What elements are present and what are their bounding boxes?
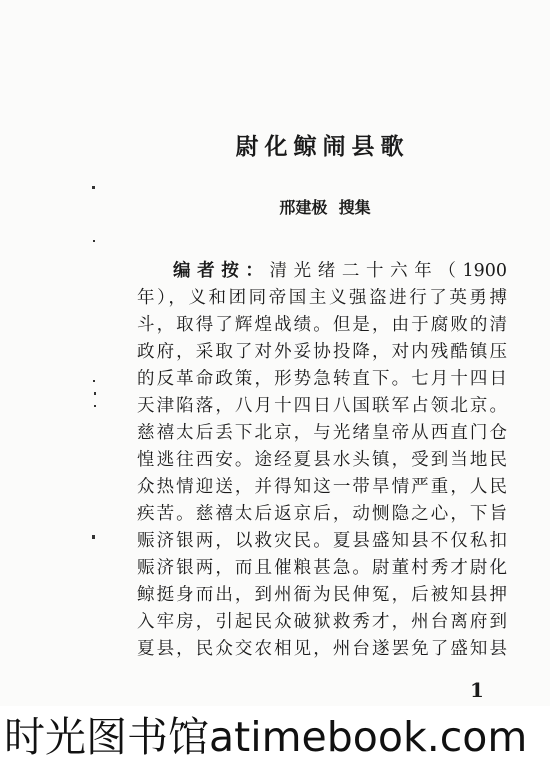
- watermark-banner: 时光图书馆atimebook.com: [0, 706, 550, 768]
- note-line: 夏县，民众交农相见，州台遂罢免了盛知县: [137, 639, 507, 659]
- note-line: 的反革命政策，形势急转直下。七月十四日: [137, 369, 507, 389]
- note-line: 赈济银两，以救灾民。夏县盛知县不仅私扣: [137, 531, 507, 551]
- scan-speck: [93, 380, 95, 382]
- document-author: 邢建极 搜集: [279, 198, 371, 217]
- note-line: [137, 258, 507, 285]
- scan-speck: [92, 186, 95, 189]
- scan-speck: [93, 240, 95, 242]
- note-line: 疾苦。慈禧太后返京后，动恻隐之心，下旨: [137, 504, 507, 524]
- note-line: 惶逃往西安。途经夏县水头镇，受到当地民: [137, 450, 507, 470]
- scan-speck: [92, 535, 95, 539]
- editor-note: [137, 258, 507, 663]
- note-line: 赈济银两，而且催粮甚急。尉董村秀才尉化: [137, 558, 507, 578]
- scan-speck: [94, 405, 96, 407]
- note-line-text: 清光绪二十六年（1900: [269, 261, 507, 281]
- document-title: 尉化鲸闹县歌: [235, 133, 410, 160]
- note-line: 入牢房，引起民众破狱救秀才，州台离府到: [137, 612, 507, 632]
- scan-speck: [94, 392, 96, 395]
- note-line: 年），义和团同帝国主义强盗进行了英勇搏: [137, 288, 507, 308]
- note-line: 天津陷落，八月十四日八国联军占领北京。: [137, 396, 507, 416]
- page-number: 1: [470, 678, 484, 702]
- note-line: 众热情迎送，并得知这一带旱情严重，人民: [137, 477, 507, 497]
- note-line: 鲸挺身而出，到州衙为民伸冤，后被知县押: [137, 585, 507, 605]
- note-line: 斗，取得了辉煌战绩。但是，由于腐败的清: [137, 315, 507, 335]
- note-line: 政府，采取了对外妥协投降，对内残酷镇压: [137, 342, 507, 362]
- note-lead-label: 编者按：: [173, 261, 270, 281]
- note-line: 慈禧太后丢下北京，与光绪皇帝从西直门仓: [137, 423, 507, 443]
